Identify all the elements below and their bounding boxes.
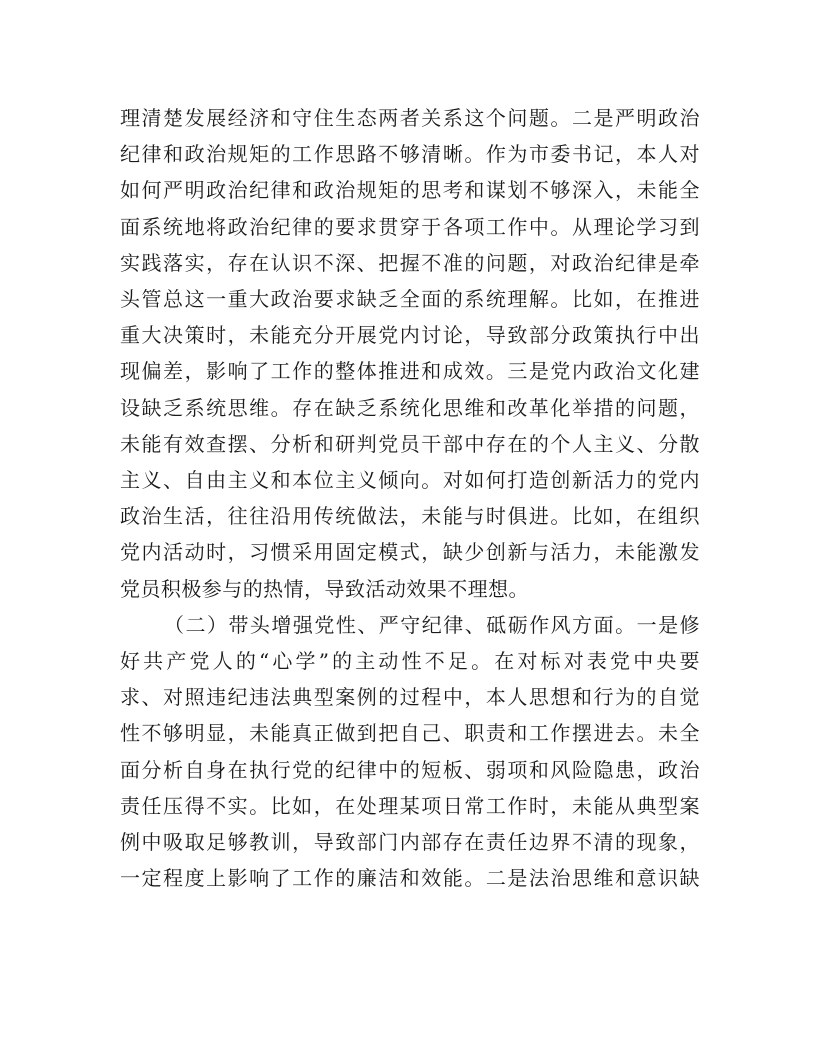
text-line: （二）带头增强党性、严守纪律、砥砺作风方面。一是修 bbox=[164, 612, 700, 637]
text-line: 一定程度上影响了工作的廉洁和效能。二是法治思维和意识缺 bbox=[120, 866, 700, 891]
text-line: 未能有效查摆、分析和研判党员干部中存在的个人主义、分散 bbox=[120, 431, 700, 456]
text-line: 党员积极参与的热情，导致活动效果不理想。 bbox=[120, 576, 529, 601]
text-line: 设缺乏系统思维。存在缺乏系统化思维和改革化举措的问题， bbox=[120, 395, 700, 420]
text-line: 实践落实，存在认识不深、把握不准的问题，对政治纪律是牵 bbox=[120, 250, 700, 275]
paragraph-2 bbox=[120, 607, 700, 897]
text-line: 政治生活，往往沿用传统做法，未能与时俱进。比如，在组织 bbox=[120, 504, 700, 529]
text-line: 好共产党人的“心学”的主动性不足。在对标对表党中央要 bbox=[120, 649, 700, 674]
text-line: 主义、自由主义和本位主义倾向。对如何打造创新活力的党内 bbox=[120, 468, 700, 493]
text-line: 党内活动时，习惯采用固定模式，缺少创新与活力，未能激发 bbox=[120, 540, 700, 565]
document-body bbox=[120, 100, 700, 896]
text-line: 求、对照违纪违法典型案例的过程中，本人思想和行为的自觉 bbox=[120, 685, 700, 710]
text-line: 头管总这一重大政治要求缺乏全面的系统理解。比如，在推进 bbox=[120, 287, 700, 312]
text-line: 纪律和政治规矩的工作思路不够清晰。作为市委书记，本人对 bbox=[120, 142, 700, 167]
text-line: 性不够明显，未能真正做到把自己、职责和工作摆进去。未全 bbox=[120, 721, 700, 746]
paragraph-1 bbox=[120, 100, 700, 607]
text-line: 面系统地将政治纪律的要求贯穿于各项工作中。从理论学习到 bbox=[120, 214, 700, 239]
text-line: 责任压得不实。比如，在处理某项日常工作时，未能从典型案 bbox=[120, 793, 700, 818]
text-line: 如何严明政治纪律和政治规矩的思考和谋划不够深入，未能全 bbox=[120, 178, 700, 203]
text-line: 面分析自身在执行党的纪律中的短板、弱项和风险隐患，政治 bbox=[120, 757, 700, 782]
text-line: 现偏差，影响了工作的整体推进和成效。三是党内政治文化建 bbox=[120, 359, 700, 384]
text-line: 重大决策时，未能充分开展党内讨论，导致部分政策执行中出 bbox=[120, 323, 700, 348]
text-line: 理清楚发展经济和守住生态两者关系这个问题。二是严明政治 bbox=[120, 106, 700, 130]
text-line: 例中吸取足够教训，导致部门内部存在责任边界不清的现象， bbox=[120, 830, 700, 855]
